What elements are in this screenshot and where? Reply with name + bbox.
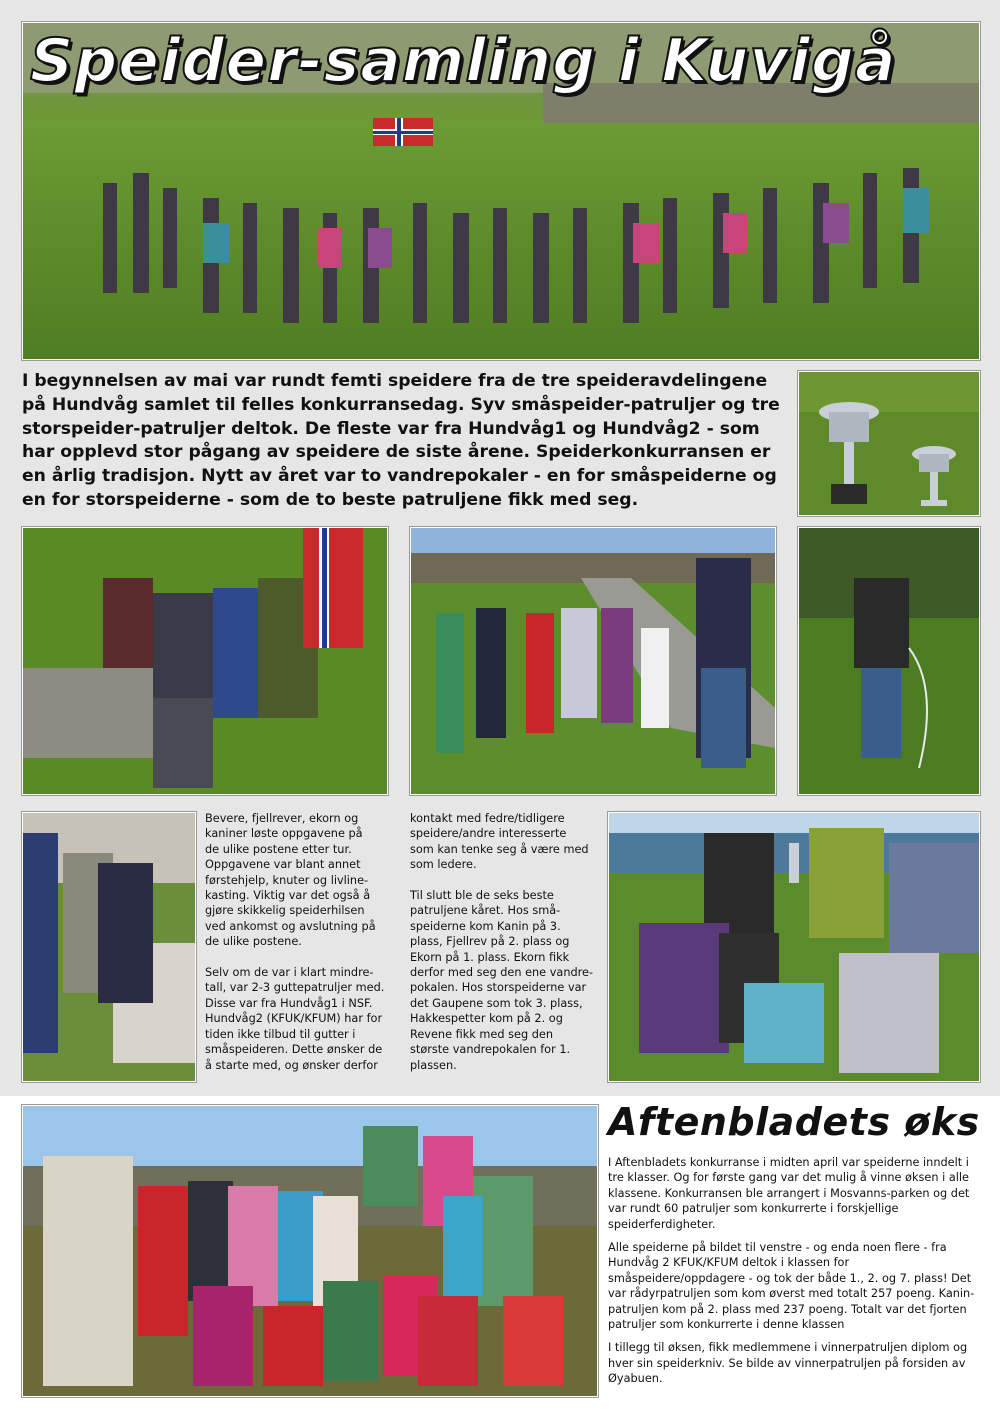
trophy-photo [798,371,980,516]
photo-scouts-salute [410,527,776,795]
photo-boys-on-rock [22,527,388,795]
aftenbladet-paragraph-2: Alle speiderne på bildet til venstre - og enda noen flere - fra Hundvåg 2 KFUK/KFUM deltok i klassen for småspeidere/oppdagere - og tok der både 1., 2. og 7. plass! Det var rådyrpatruljen som kom øverst med totalt 257 poeng. Kanin-patruljen kom på 2. plass med 237 poeng. Totalt var det fjorten patruljer som konkurrerte i denne klassen [608,1241,975,1332]
photo-group-aftenbladet [22,1105,598,1397]
photo-girl-rope [798,527,980,795]
headline: Speider-samling i Kuvigå [30,26,897,96]
aftenbladet-paragraph-3: I tillegg til øksen, fikk medlemmene i vinnerpatruljen diplom og hver sin speiderkniv. Se bilde av vinnerpatruljen på forsiden av Øyabuen. [608,1341,968,1386]
aftenbladet-paragraph-1: I Aftenbladets konkurranse i midten april var speiderne inndelt i tre klasser. Og for første gang var det mulig å vinne øksen i alle klassene. Konkurransen ble arrangert i Mosvanns-parken og det var rundt 60 patruljer som konkurrerte i forskjellige speiderferdigheter. [608,1156,970,1231]
article-column-1: Bevere, fjellrever, ekorn og kaniner løste oppgavene på de ulike postene etter tur. Oppgavene var blant annet førstehjelp, knuter og livline- kasting. Viktig var det også å gjøre skikkelig speiderhilsen ved ankomst og avslutning på de ulike postene. Selv om de var i klart mindre- tall, var 2-3 guttepatruljer med. Disse var fra Hundvåg1 i NSF. Hundvåg2 (KFUK/KFUM) har for tiden ikke tilbud til gutter i småspeideren. Dette ønsker de å starte med, og ønsker derfor [205,812,385,1072]
photo-rope-throw [22,812,196,1082]
lead-paragraph: I begynnelsen av mai var rundt femti speidere fra de tre speideravdelingene på Hundvåg samlet til felles konkurransedag. Syv småspeider-patruljer og tre storspeider-patruljer deltok. De fleste var fra Hundvåg1 og Hundvåg2 - som har opplevd stor pågang av speidere de siste årene. Speiderkonkurransen er en årlig tradisjon. Nytt av året var to vandrepokaler - en for småspeiderne og en for storspeiderne - som de to beste patruljene fikk med seg. [22,371,780,510]
aftenbladet-title: Aftenbladets øks [608,1100,980,1144]
photo-girls-with-trophy [608,812,980,1082]
article-column-2: kontakt med fedre/tidligere speidere/andre interesserte som kan tenke seg å være med som ledere. Til slutt ble de seks beste patruljene kåret. Hos små- speiderne kom Kanin på 3. plass, Fjellrev på 2. plass og Ekorn på 1. plass. Ekorn fikk derfor med seg den ene vandre- pokalen. Hos storspeiderne var det Gaupene som tok 3. plass, Hakkespetter kom på 2. og Revene fikk med seg den største vandrepokalen for 1. plassen. [410,812,594,1072]
aftenbladet-text [608,1155,978,1395]
